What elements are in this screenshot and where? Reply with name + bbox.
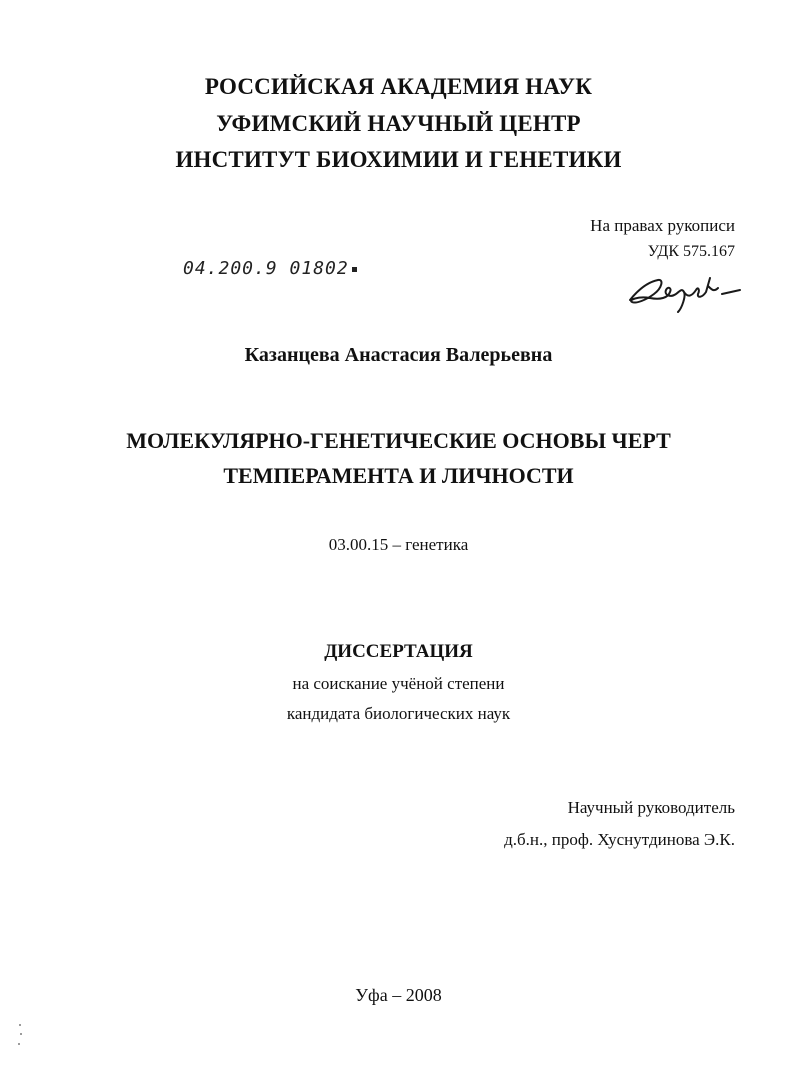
supervisor-name: д.б.н., проф. Хуснутдинова Э.К. xyxy=(504,830,735,849)
registration-stamp xyxy=(183,258,357,279)
supervisor-label: Научный руководитель xyxy=(567,798,735,817)
degree-line2: кандидата биологических наук xyxy=(286,704,511,723)
city-year: Уфа – 2008 xyxy=(355,985,442,1005)
manuscript-rights: На правах рукописи xyxy=(590,216,735,235)
center-name: УФИМСКИЙ НАУЧНЫЙ ЦЕНТР xyxy=(216,111,581,136)
udk-code: УДК 575.167 xyxy=(647,243,735,260)
scan-specks xyxy=(16,1022,26,1048)
dissertation-label: ДИССЕРТАЦИЯ xyxy=(324,641,473,662)
specialty-code: 03.00.15 – генетика xyxy=(328,535,469,554)
stamp-dot xyxy=(352,267,357,272)
academy-name: РОССИЙСКАЯ АКАДЕМИЯ НАУК xyxy=(204,74,593,99)
institute-name: ИНСТИТУТ БИОХИМИИ И ГЕНЕТИКИ xyxy=(175,147,622,172)
stamp-number: 04.200.9 01802 xyxy=(183,258,349,279)
author-name: Казанцева Анастасия Валерьевна xyxy=(244,344,553,366)
thesis-title-line2: ТЕМПЕРАМЕНТА И ЛИЧНОСТИ xyxy=(223,463,574,488)
degree-line1: на соискание учёной степени xyxy=(292,674,505,693)
signature-image xyxy=(624,268,744,314)
thesis-title-line1: МОЛЕКУЛЯРНО-ГЕНЕТИЧЕСКИЕ ОСНОВЫ ЧЕРТ xyxy=(126,428,671,453)
